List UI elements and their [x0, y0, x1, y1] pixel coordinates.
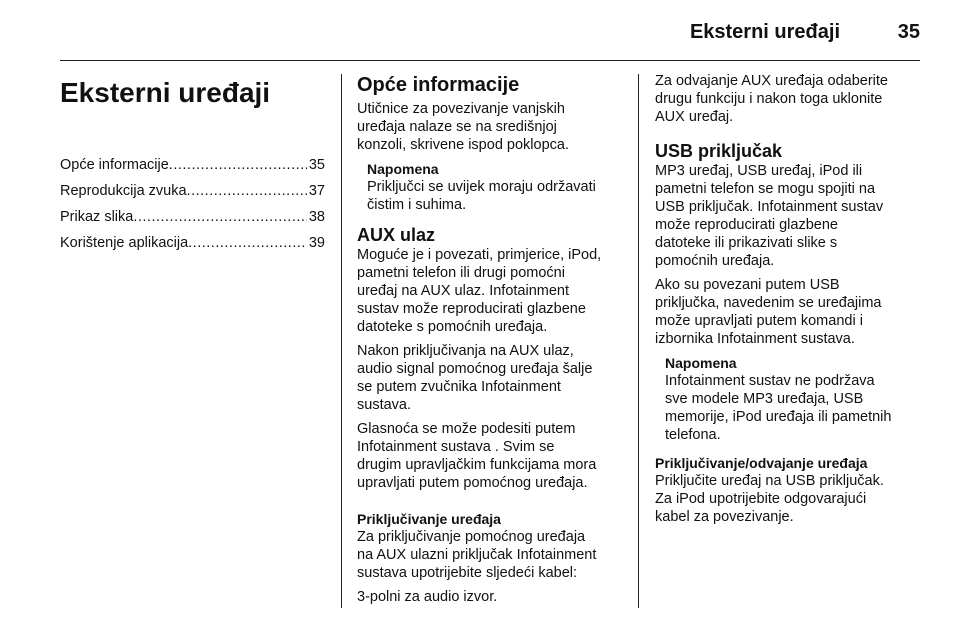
note-box — [367, 160, 625, 214]
column-divider-1 — [341, 74, 342, 608]
aux-cable-text: 3-polni za audio izvor. — [357, 589, 498, 605]
section-title-general: Opće informacije — [357, 74, 520, 96]
page-header — [60, 18, 920, 58]
usb-paragraph-2: Ako su povezani putem USB priključka, navedenim se uređajima može upravljati putem komandi i izbornika Infotainment sustava. — [655, 277, 882, 347]
column-divider-2 — [638, 74, 639, 608]
subsection-title-usb-connect: Priključivanje/odvajanje uređaja — [655, 455, 868, 471]
note-title: Napomena — [665, 355, 737, 371]
section-title-aux: AUX ulaz — [357, 225, 436, 245]
usb-paragraph-1: MP3 uređaj, USB uređaj, iPod ili pametni telefon se mogu spojiti na USB priključak. Infotainment sustav može reproducirati glazbene datoteke ili prikazivati slike s pomoćnih uređaja. — [655, 163, 884, 269]
toc-leader — [187, 182, 307, 200]
toc-item-page: 38 — [308, 209, 325, 225]
column-usb — [655, 72, 923, 532]
section-title-usb: USB priključak — [655, 141, 783, 161]
aux-paragraph-2: Nakon priključivanja na AUX ulaz, audio signal pomoćnog uređaja šalje se putem zvučnika Infotainment sustava. — [357, 343, 593, 413]
header-divider — [60, 60, 920, 61]
toc-item-label: Opće informacije — [60, 157, 169, 173]
aux-paragraph-1: Moguće je i povezati, primjerice, iPod, pametni telefon ili drugi pomoćni uređaj na AUX ulaz. Infotainment sustav može reproducirati glazbene datoteke s pomoćnih uređaja. — [357, 247, 602, 335]
note-text: Infotainment sustav ne podržava sve modele MP3 uređaja, USB memorije, iPod uređaja ili pametnih telefona. — [665, 373, 892, 443]
toc-leader — [188, 234, 307, 252]
toc-item-page: 37 — [308, 183, 325, 199]
toc-item[interactable] — [60, 182, 325, 208]
aux-connect-text: Za priključivanje pomoćnog uređaja na AUX ulazni priključak Infotainment sustava upotrijebite sljedeći kabel: — [357, 529, 597, 581]
column-toc — [60, 72, 325, 260]
column-general-aux — [357, 72, 625, 612]
aux-disconnect-text: Za odvajanje AUX uređaja odaberite drugu funkciju i nakon toga uklonite AUX uređaj. — [655, 73, 888, 125]
toc-item-page: 35 — [308, 157, 325, 173]
note-box — [665, 354, 923, 444]
usb-connect-text: Priključite uređaj na USB priključak. Za iPod upotrijebite odgovarajući kabel za povezivanje. — [655, 473, 884, 525]
toc-item-page: 39 — [308, 235, 325, 251]
toc-item[interactable] — [60, 156, 325, 182]
toc-leader — [169, 156, 307, 174]
toc-item[interactable] — [60, 234, 325, 260]
toc-item[interactable] — [60, 208, 325, 234]
note-text: Priključci se uvijek moraju održavati čistim i suhima. — [367, 179, 596, 213]
note-title: Napomena — [367, 161, 439, 177]
general-intro: Utičnice za povezivanje vanjskih uređaja nalaze se na središnjoj konzoli, skrivene ispod poklopca. — [357, 101, 569, 153]
page-number: 35 — [897, 21, 920, 43]
running-title: Eksterni uređaji — [689, 21, 840, 43]
toc-item-label: Reprodukcija zvuka — [60, 183, 187, 199]
aux-paragraph-3: Glasnoća se može podesiti putem Infotainment sustava . Svim se drugim upravljačkim funkcijama mora upravljati putem pomoćnog uređaja. — [357, 421, 597, 491]
toc-item-label: Prikaz slika — [60, 209, 134, 225]
subsection-title-connect: Priključivanje uređaja — [357, 511, 501, 527]
toc-item-label: Korištenje aplikacija — [60, 235, 189, 251]
chapter-title: Eksterni uređaji — [60, 77, 271, 108]
toc-leader — [133, 208, 307, 226]
